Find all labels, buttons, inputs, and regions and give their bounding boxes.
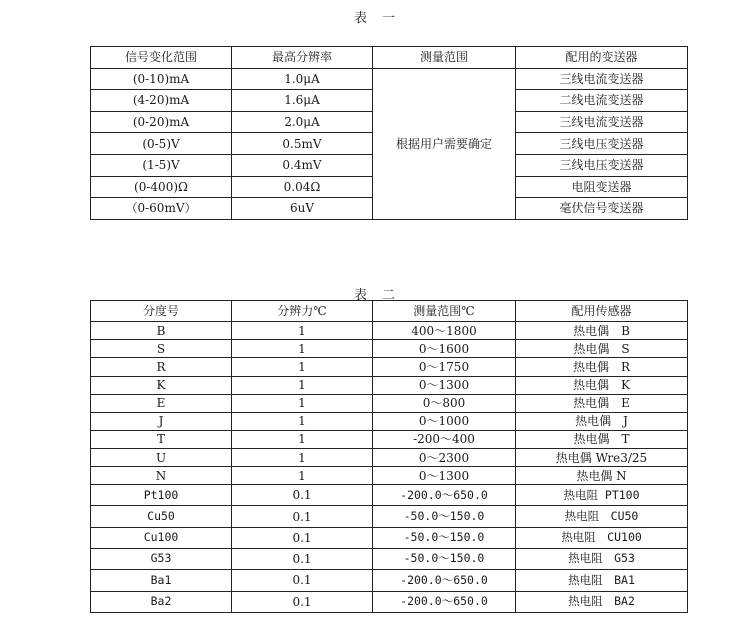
sensor-cell: 热电偶 B [516,322,688,340]
table1-header-row [91,47,688,69]
signal-range-cell: (4-20)mA [91,90,232,112]
table2-row [91,448,688,466]
resolution-cell: 0.4mV [232,154,373,176]
table2-row [91,322,688,340]
range-cell: -200～400 [373,430,516,448]
transmitter-cell: 三线电压变送器 [516,154,688,176]
resolution-cell: 1 [232,412,373,430]
table1-header-cell: 测量范围 [373,47,516,69]
range-cell: 0～2300 [373,448,516,466]
range-cell: 0～800 [373,394,516,412]
resolution-cell: 1 [232,467,373,485]
sensor-cell: 热电偶 T [516,430,688,448]
range-cell: 0～1750 [373,358,516,376]
sensor-cell: 热电阻 PT100 [516,485,688,506]
resolution-cell: 0.1 [232,485,373,506]
sensor-cell: 热电偶 K [516,376,688,394]
resolution-cell: 1.0μA [232,68,373,90]
range-cell: 0～1600 [373,340,516,358]
grade-cell: K [91,376,232,394]
grade-cell: R [91,358,232,376]
resolution-cell: 0.1 [232,549,373,570]
grade-cell: E [91,394,232,412]
transmitter-cell: 三线电流变送器 [516,68,688,90]
grade-cell: Pt100 [91,485,232,506]
table2-row [91,412,688,430]
sensor-cell: 热电偶 E [516,394,688,412]
resolution-cell: 0.1 [232,527,373,548]
sensor-grade-table [90,300,688,613]
table2-header-row [91,301,688,322]
signal-range-table [90,46,688,220]
grade-cell: Ba2 [91,591,232,612]
table2-row [91,430,688,448]
range-cell: -50.0～150.0 [373,549,516,570]
transmitter-cell: 毫伏信号变送器 [516,198,688,220]
resolution-cell: 1 [232,430,373,448]
table2-row [91,591,688,612]
sensor-cell: 热电阻 BA1 [516,570,688,591]
table1-caption: 表 一 [353,11,396,26]
transmitter-cell: 三线电流变送器 [516,111,688,133]
sensor-cell: 热电偶 N [516,467,688,485]
grade-cell: B [91,322,232,340]
table2-row [91,549,688,570]
range-cell: 0～1300 [373,376,516,394]
transmitter-cell: 二线电流变送器 [516,90,688,112]
resolution-cell: 1 [232,340,373,358]
table2-row [91,527,688,548]
sensor-cell: 热电阻 CU50 [516,506,688,527]
range-cell: -50.0～150.0 [373,506,516,527]
resolution-cell: 0.04Ω [232,176,373,198]
signal-range-cell: (0-400)Ω [91,176,232,198]
sensor-cell: 热电偶 R [516,358,688,376]
range-cell: -200.0～650.0 [373,485,516,506]
resolution-cell: 0.1 [232,570,373,591]
table2-row [91,394,688,412]
signal-range-cell: (0-20)mA [91,111,232,133]
table1-header-cell: 最高分辨率 [232,47,373,69]
sensor-cell: 热电偶 Wre3/25 [516,448,688,466]
grade-cell: Ba1 [91,570,232,591]
sensor-cell: 热电偶 S [516,340,688,358]
table2-row [91,485,688,506]
signal-range-cell: （0-60mV） [91,198,232,220]
table2-header-cell: 分度号 [91,301,232,322]
range-cell: 400～1800 [373,322,516,340]
sensor-cell: 热电阻 CU100 [516,527,688,548]
signal-range-cell: (0-5)V [91,133,232,155]
table2-header-cell: 配用传感器 [516,301,688,322]
grade-cell: Cu100 [91,527,232,548]
resolution-cell: 1 [232,322,373,340]
sensor-cell: 热电偶 J [516,412,688,430]
table2-row [91,340,688,358]
resolution-cell: 0.5mV [232,133,373,155]
resolution-cell: 0.1 [232,506,373,527]
grade-cell: U [91,448,232,466]
resolution-cell: 2.0μA [232,111,373,133]
table2-row [91,506,688,527]
table1-row [91,68,688,90]
grade-cell: N [91,467,232,485]
table1-header-cell: 信号变化范围 [91,47,232,69]
range-cell: -200.0～650.0 [373,570,516,591]
transmitter-cell: 电阻变送器 [516,176,688,198]
table2-row [91,467,688,485]
table2-row [91,570,688,591]
grade-cell: G53 [91,549,232,570]
resolution-cell: 1 [232,394,373,412]
measurement-range-merged-cell: 根据用户需要确定 [373,68,516,219]
resolution-cell: 1 [232,376,373,394]
table1-header-cell: 配用的变送器 [516,47,688,69]
signal-range-cell: (1-5)V [91,154,232,176]
sensor-cell: 热电阻 G53 [516,549,688,570]
resolution-cell: 6uV [232,198,373,220]
sensor-cell: 热电阻 BA2 [516,591,688,612]
resolution-cell: 1.6μA [232,90,373,112]
range-cell: 0～1300 [373,467,516,485]
range-cell: -50.0～150.0 [373,527,516,548]
table2-row [91,376,688,394]
transmitter-cell: 三线电压变送器 [516,133,688,155]
table2-caption: 表 二 [353,288,396,303]
grade-cell: S [91,340,232,358]
resolution-cell: 1 [232,448,373,466]
range-cell: -200.0～650.0 [373,591,516,612]
grade-cell: Cu50 [91,506,232,527]
resolution-cell: 1 [232,358,373,376]
grade-cell: J [91,412,232,430]
resolution-cell: 0.1 [232,591,373,612]
range-cell: 0～1000 [373,412,516,430]
table2-header-cell: 分辨力℃ [232,301,373,322]
signal-range-cell: (0-10)mA [91,68,232,90]
table2-row [91,358,688,376]
table2-header-cell: 测量范围℃ [373,301,516,322]
grade-cell: T [91,430,232,448]
